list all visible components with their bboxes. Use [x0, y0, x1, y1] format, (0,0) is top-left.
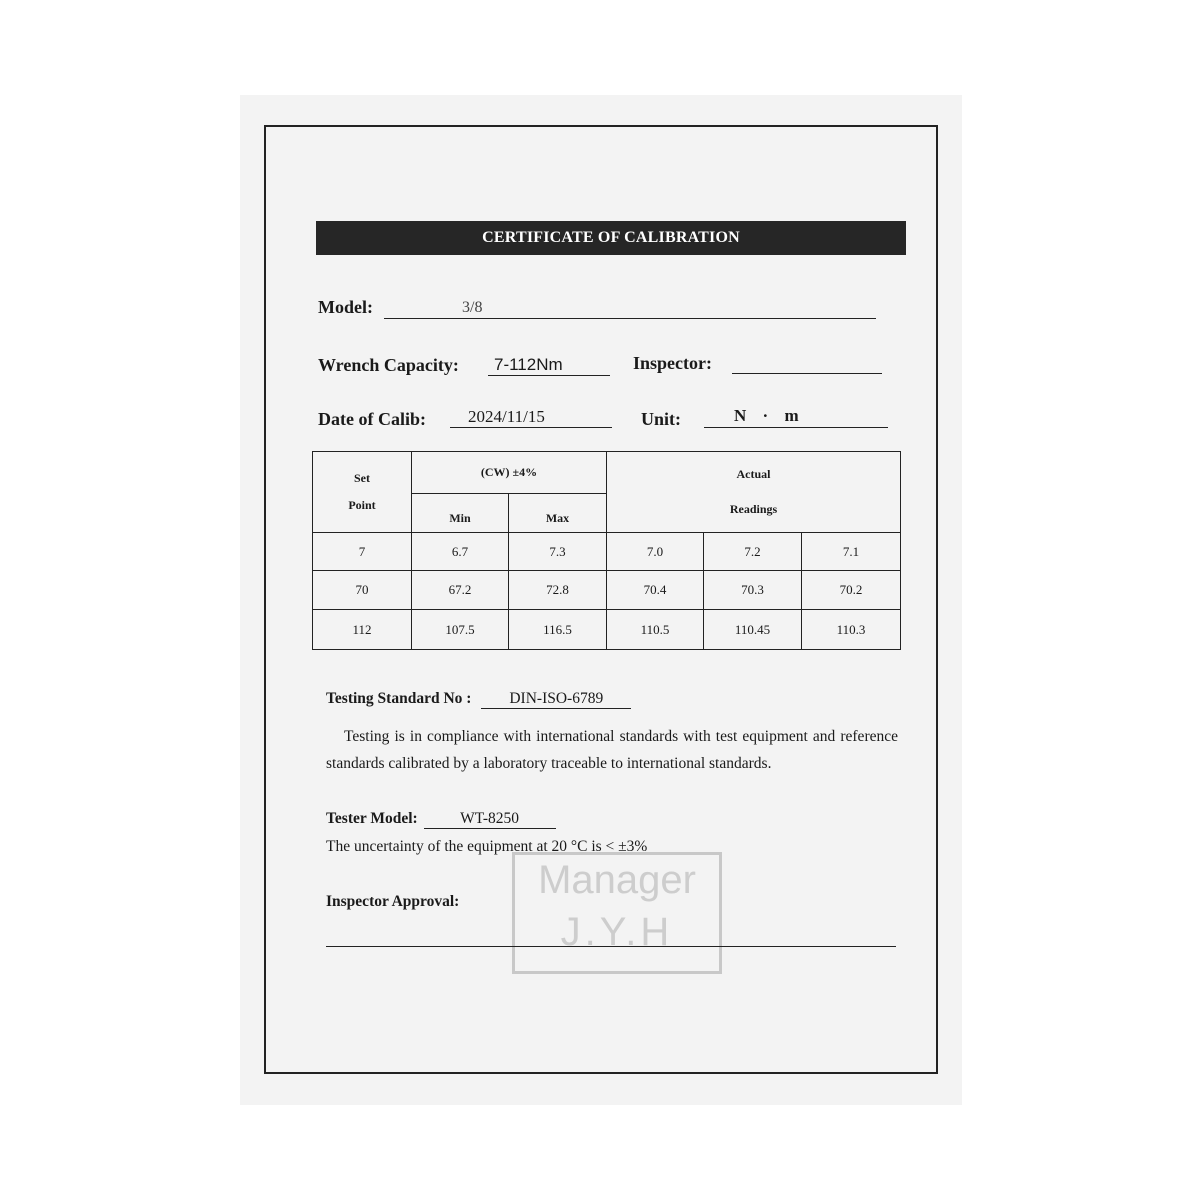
- set-point-cell: 70: [313, 571, 412, 610]
- wrench-capacity-label: Wrench Capacity:: [318, 355, 459, 375]
- reading-cell: 7.0: [607, 533, 704, 571]
- model-value: 3/8: [462, 299, 483, 316]
- reading-cell: 7.1: [802, 533, 901, 571]
- reading-cell: 7.2: [704, 533, 802, 571]
- reading-cell: 110.5: [607, 610, 704, 650]
- wrench-capacity-value: 7-112Nm: [494, 355, 563, 374]
- unit-label: Unit:: [641, 409, 681, 429]
- inspector-line: [732, 351, 882, 374]
- max-header: Max: [509, 494, 607, 533]
- tester-model-label: Tester Model:: [326, 810, 418, 827]
- date-of-calib-label: Date of Calib:: [318, 409, 426, 429]
- testing-standard-value: DIN-ISO-6789: [481, 690, 631, 709]
- table-row: [313, 571, 901, 610]
- min-header: Min: [412, 494, 509, 533]
- unit-line: [704, 405, 888, 428]
- stamp-initials: J.Y.H: [560, 910, 674, 954]
- model-line: [384, 296, 876, 319]
- stamp-title: Manager: [538, 858, 696, 902]
- tolerance-header: (CW) ±4%: [412, 452, 607, 494]
- max-cell: 72.8: [509, 571, 607, 610]
- table-row: [313, 533, 901, 571]
- tester-model-row: [326, 810, 556, 829]
- min-cell: 67.2: [412, 571, 509, 610]
- max-cell: 7.3: [509, 533, 607, 571]
- min-cell: 107.5: [412, 610, 509, 650]
- set-point-cell: 7: [313, 533, 412, 571]
- inspector-approval-label: Inspector Approval:: [326, 893, 460, 910]
- compliance-statement: Testing is in compliance with international standards with test equipment and reference standards calibrated by a laboratory traceable to international standards.: [326, 728, 898, 772]
- set-point-cell: 112: [313, 610, 412, 650]
- date-of-calib-value: 2024/11/15: [468, 407, 545, 426]
- approval-signature-line: [326, 946, 896, 947]
- reading-cell: 70.2: [802, 571, 901, 610]
- tester-model-value: WT-8250: [424, 810, 556, 829]
- calibration-table: [312, 451, 901, 650]
- set-point-header: Set Point: [313, 452, 412, 533]
- max-cell: 116.5: [509, 610, 607, 650]
- reading-cell: 110.3: [802, 610, 901, 650]
- date-of-calib-line: [450, 405, 612, 428]
- reading-cell: 70.3: [704, 571, 802, 610]
- table-row: [313, 610, 901, 650]
- wrench-capacity-line: [488, 353, 610, 376]
- manager-stamp: [512, 852, 722, 974]
- reading-cell: 110.45: [704, 610, 802, 650]
- reading-cell: 70.4: [607, 571, 704, 610]
- inspector-label: Inspector:: [633, 353, 712, 373]
- testing-standard-label: Testing Standard No :: [326, 690, 472, 707]
- unit-value: N · m: [734, 406, 805, 425]
- uncertainty-statement: The uncertainty of the equipment at 20 °C is < ±3%: [326, 838, 648, 855]
- model-label: Model:: [318, 297, 373, 317]
- min-cell: 6.7: [412, 533, 509, 571]
- certificate-title: CERTIFICATE OF CALIBRATION: [316, 221, 906, 255]
- testing-standard-row: [326, 690, 631, 709]
- actual-readings-header: Actual Readings: [607, 452, 901, 533]
